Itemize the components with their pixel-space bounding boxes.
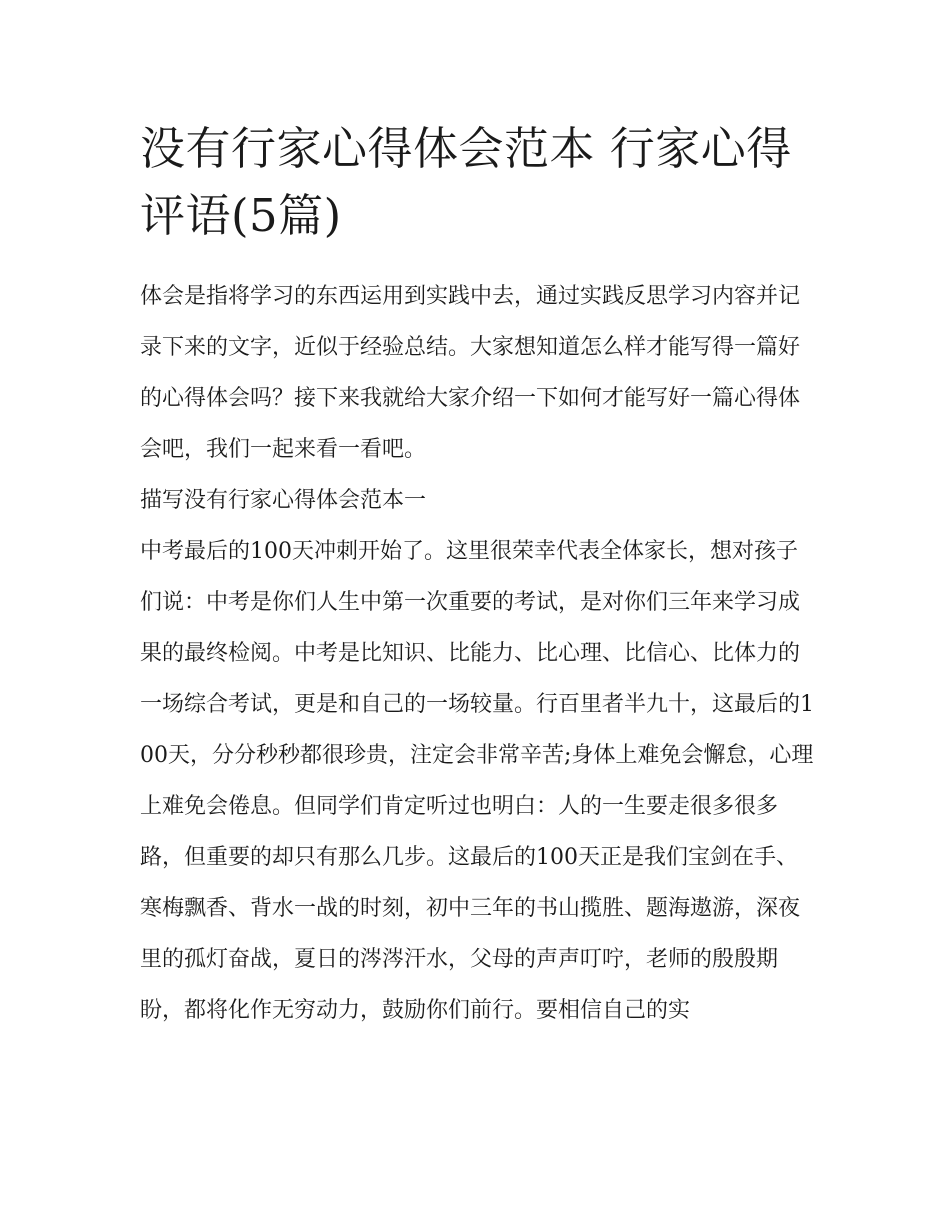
document-content [140, 115, 816, 1036]
body-paragraph: 中考最后的100天冲刺开始了。这里很荣幸代表全体家长，想对孩子们说：中考是你们人生中第一次重要的考试，是对你们三年来学习成果的最终检阅。中考是比知识、比能力、比心理、比信心、比体力的一场综合考试，更是和自己的一场较量。行百里者半九十，这最后的100天，分分秒秒都很珍贵，注定会非常辛苦;身体上难免会懈怠，心理上难免会倦息。但同学们肯定听过也明白：人的一生要走很多很多路，但重要的却只有那么几步。这最后的100天正是我们宝剑在手、寒梅飘香、背水一战的时刻，初中三年的书山揽胜、题海遨游，深夜里的孤灯奋战，夏日的涔涔汗水，父母的声声叮咛，老师的殷殷期盼，都将化作无穷动力，鼓励你们前行。要相信自己的实 [140, 539, 814, 1023]
intro-paragraph: 体会是指将学习的东西运用到实践中去，通过实践反思学习内容并记录下来的文字，近似于经验总结。大家想知道怎么样才能写得一篇好的心得体会吗？接下来我就给大家介绍一下如何才能写好一篇心得体会吧，我们一起来看一看吧。 [140, 284, 801, 462]
section-heading: 描写没有行家心得体会范本一 [140, 488, 427, 513]
document-title: 没有行家心得体会范本 行家心得评语(5篇) [140, 122, 792, 242]
